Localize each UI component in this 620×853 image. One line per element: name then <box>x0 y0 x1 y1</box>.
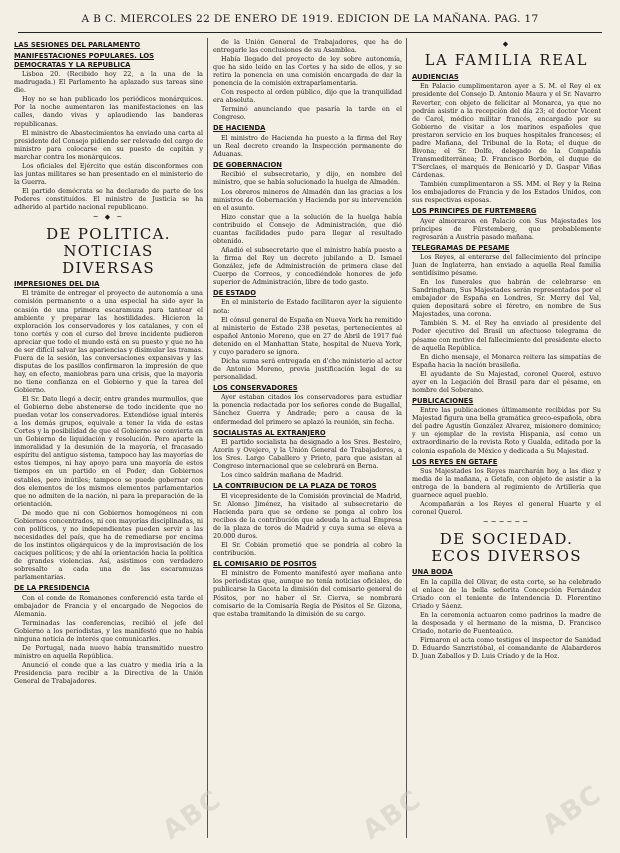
paragraph: Añadió el subsecretario que el ministro había puesto a la firma del Rey un decreto jubilando a D. Ismael González, jefe de Administración de primera clase del Cuerpo de Correos, y concediéndole honores de jefe superior de Administración, libre de todo gasto. <box>213 245 402 287</box>
paragraph: Los cinco saldrán mañana de Madrid. <box>221 471 344 480</box>
paragraph: En los funerales que habrán de celebrarse en Sandringham, Sus Majestades serán representados por el embajador de España en Londres, Sr. Merry del Val, quien depositará sobre el féretro, en nombre de Sus Majestades, una corona. <box>412 278 601 319</box>
paragraph: Terminó anunciando que pasaría la tarde en el Congreso. <box>213 105 402 122</box>
column-rule <box>207 38 208 838</box>
paragraph: El vicepresidente de la Comisión provincial de Madrid, Sr. Alonso Jiménez, ha visitado al subsecretario de Hacienda para que se ordene se ponga al cobro los recibos de la contribución que adeuda la actual Empresa de la plaza de toros de Madrid y cuya suma se eleva a 20.000 duros. <box>213 491 402 540</box>
paragraph: El trámite de entregar el proyecto de autonomía a una comisión permanente o a una especial ha sido ayer la ocasión de una primera escaramuza para tantear el ambiente y preparar las hostilidades. Hicieron la exploración los conservadores y los catalanes, y con el tono cortés y con el curso del breve incidente pudieron apreciar que todo el mundo está en su puesto y que no ha de ser difícil salvar las apariencias y disimular las tramas. Fuera de la sesión, las conversaciones expansivas y las disputas de los pasillos confirmaron la impresión de que hay, en efecto, maniobras para una crisis, que la mayoría no tiene confianza en el Gobierno y que la tarea del Gobierno. <box>14 289 203 394</box>
section-kicker: EL COMISARIO DE POSITOS <box>213 559 317 568</box>
column-3 <box>412 38 601 838</box>
paragraph: El cónsul general de España en Nueva York ha remitido al ministerio de Estado 238 pesetas, pertenecientes al español Antonio Moreno, que en 27 de Abril de 1917 fué detenido en el Manhattan State, hospital de Nueva York, y cuyo paradero se ignora. <box>213 315 402 356</box>
paragraph: El Sr. Dato llegó a decir, entre grandes murmullos, que el Gobierno debe abstenerse de todo incidente que no puedan votar los conservadores. Extendióse igual interés a los demás grupos, equivale a tener la vida de estas Cortes y la posibilidad de que el Gobierno se convierta en un Gobierno de liquidación y resolución. Pero aparte la inmoralidad y la desunión de la mayoría, el fracasado espíritu del antiguo sistema, tampoco hay las mayorías de estos tiempos, ni hay apoyo para una mayoría de estos tiempos en un partido en el Poder, dan Gobiernos estables, pero inútiles; tampoco se puede gobernar con dos elementos de los mismos elementos parlamentarios que no admiten de la nación, ni para la preparación de la orientación. <box>14 395 203 508</box>
paragraph: El partido socialista ha designado a los Sres. Besteiro, Azorín y Ovejero, y la Unión General de Trabajadores, a los Sres. Largo Caballero y Prieto, para que asistan al Congreso internacional que se celebrará en Berna. <box>213 437 402 471</box>
paragraph: De Portugal, nada nuevo había transmitido nuestro ministro en aquella República. <box>14 643 203 660</box>
section-kicker: DE HACIENDA <box>213 124 266 133</box>
paragraph: El ministro de Fomento manifestó ayer mañana ante los periodistas que, aunque no tenía noticias oficiales, de publicarse la Gaceta la dimisión del comisario general de Pósitos, por no haber el Sr. Cierva, se nombrará comisario de la Comisaría Regia de Pósitos el Sr. Gizona, que estaba tramitando la dimisión de su cargo. <box>213 569 402 618</box>
section-headline: LA FAMILIA REAL <box>424 53 589 69</box>
paragraph: Los Reyes, al enterarse del fallecimiento del príncipe Juan de Inglaterra, han enviado a aquella Real familia sentidísimo pésame. <box>412 253 601 278</box>
section-kicker: LOS REYES EN GETAFE <box>412 457 498 466</box>
column-1 <box>14 38 203 838</box>
ornament-divider: ◆ <box>502 40 511 48</box>
column-rule <box>406 38 407 838</box>
paragraph: Firmaron el acta como testigos el inspector de Sanidad D. Eduardo Sanzristóbal, el comandante de Alabarderos D. Juan Zaballos y D. Luis Criado y de la Hoz. <box>412 635 601 661</box>
paragraph: Recibió el subsecretario, y dijo, en nombre del ministro, que se había solucionado la huelga de Almadén. <box>213 170 402 187</box>
paragraph: Ayer almorzaron en Palacio con Sus Majestades los príncipes de Fürstemberg, que probablemente regresarán a Austria pasado mañana. <box>412 216 601 241</box>
section-kicker: DE ESTADO <box>213 289 256 298</box>
section-kicker: LOS CONSERVADORES <box>213 383 298 392</box>
paragraph: de la Unión General de Trabajadores, que ha de entregarle las conclusiones de su Asamblea. <box>213 38 402 55</box>
paragraph: Con el conde de Romanones conferenció esta tarde el embajador de Francia y el encargado de Negocios de Alemania. <box>14 593 203 618</box>
paragraph: De modo que ni con Gobiernos homogéneos ni con Gobiernos concentrados, ni con mayorías disciplinadas, ni con políticos, y no independientes pueden servir a las necesidades del país, que ha de remediarse por encima de los instintos oligárquicos y de la improvisación de los caciques políticos; y de ahí la orientación hacia la política de grandes violencias. Así, asistimos con verdadero sobresalto a cada una de las escaramuzas parlamentarias. <box>14 508 203 582</box>
paragraph: Sus Majestades los Reyes marcharán hoy, a las diez y media de la mañana, a Getafe, con objeto de asistir a la entrega de la bandera al regimiento de Artillería que guarnece aquel pueblo. <box>412 466 601 500</box>
paragraph: El ministro de Abastecimientos ha enviado una carta al presidente del Consejo pidiendo ser relevado del cargo de ministro para colocarse en su puesto de capitán y marchar contra los monárquicos. <box>14 128 203 161</box>
paragraph: Anunció el conde que a las cuatro y media iría a la Presidencia para recibir a la Directiva de la Unión General de Trabajadores. <box>14 660 203 685</box>
paragraph: En Palacio cumplimentaron ayer a S. M. el Rey el ex presidente del Consejo D. Antonio Maura y el Sr. Navarro Reverter, con objeto de felicitar al Monarca, ya que no podrán asistir a la recepción del día 23; el doctor Vicent de Carol, médico militar francés, encargado por su Gobierno de visitar a los marinos españoles que prestaron servicio en los buques hospitales franceses; el padre Mañana, del Tribunal de la Rota; el duque de Bivona; el Sr. Dolfe, delegado de la Compañía Transmediterránea; D. Francisco Borbón, el duque de T'Serclaes, el marqués de Benicarló y D. Gaspar Viñas Cárdenas. <box>412 82 601 179</box>
section-kicker: LAS SESIONES DEL PARLAMENTO <box>14 41 141 49</box>
paragraph: Los oficiales del Ejército que están disconformes con las juntas militares se han presentado en el ministerio de la Guerra. <box>14 161 203 186</box>
paragraph: Acompañarán a los Reyes el general Huarte y el coronel Querol. <box>412 500 601 517</box>
paragraph: El partido demócrata se ha declarado de parte de los Poderes constituídos. El ministro de Justicia se ha adherido al partido nacional republicano. <box>14 186 203 211</box>
paragraph: En la ceremonia actuaron como padrinos la madre de la desposada y el hermano de la misma, D. Francisco Criado, notario de Fuenteaúco. <box>412 610 601 635</box>
section-kicker: SOCIALISTAS AL EXTRANJERO <box>213 428 326 437</box>
paragraph: Dicha suma será entregada en d'cho ministerio al actor de Antonio Moreno, previa justificación legal de su personalidad. <box>213 356 402 381</box>
section-kicker: AUDIENCIAS <box>412 73 459 81</box>
section-kicker: TELEGRAMAS DE PESAME <box>412 243 510 252</box>
paragraph: El Sr. Cobián prometió que se pondría al cobro la contribución. <box>213 540 402 557</box>
ornament-divider: ~ ◆ ~ <box>92 213 125 222</box>
section-kicker: UNA BODA <box>412 568 453 577</box>
paragraph: Terminadas las conferencias, recibió el jefe del Gobierno a los periodistas, y les manifestó que no había ninguna noticia de interés que comunicarles. <box>14 618 203 643</box>
paragraph: Había llegado del proyecto de ley sobre autonomía, que ha sido leído en las Cortes y ha sido de ellos, y se retira la ponencia en una comisión encargada de dar la ponencia de la comisión extraparlamentaria. <box>213 55 402 88</box>
section-kicker: PUBLICACIONES <box>412 396 474 405</box>
running-head: A B C. MIERCOLES 22 DE ENERO DE 1919. EDICION DE LA MAÑANA. PAG. 17 <box>18 6 602 33</box>
section-kicker: LOS PRINCIPES DE FURTEMBERG <box>412 207 537 216</box>
paragraph: Entre las publicaciones últimamente recibidas por Su Majestad figura una bella gramática greco-española, obra del padre Agustín González Alvarez, misionero dominico; y un ejemplar de la revista Hispania, así como un extraordinario de la revista Roto y Gualda, editada por la colonia española de México y dedicada a Su Majestad. <box>412 406 601 455</box>
watermark-stamp: ABC <box>537 779 608 841</box>
paragraph: Hizo constar que a la solución de la huelga había contribuido el Consejo de Administración, que dió cuantas facilidades pudo para llegar al resultado obtenido. <box>213 212 402 245</box>
section-kicker: DE LA PRESIDENCIA <box>14 584 90 593</box>
paragraph: Lisboa 20. (Recibido hoy 22, a la una de la madrugada.) El Parlamento ha aplazado sus tareas sine die. <box>14 70 203 95</box>
section-kicker: LA CONTRIBUCION DE LA PLAZA DE TOROS <box>213 482 377 491</box>
paragraph: Hoy no se han publicado los periódicos monárquicos. Por la noche aumentaron las manifestaciones en las calles, dando vivas y aplaudiendo las banderas republicanas. <box>14 95 203 128</box>
paragraph: En dicho mensaje, el Monarca reitera las simpatías de España hacia la nación brasileña. <box>412 352 601 369</box>
paragraph: Ayer estaban citados los conservadores para estudiar la ponencia redactada por los señores conde de Bugallal, Sánchez Guerra y Andrade; pero a causa de la enfermedad del primero se aplazó la reunión, sin fecha. <box>213 393 402 426</box>
section-kicker: DE GOBERNACION <box>213 161 282 170</box>
paragraph: Con respecto al orden público, dijo que la tranquilidad era absoluta. <box>213 88 402 105</box>
column-2 <box>213 38 402 838</box>
ornament-divider: ~~~~~~ <box>482 518 531 527</box>
paragraph: El ayudante de Su Majestad, coronel Querol, estuvo ayer en la Legación del Brasil para dar el pésame, en nombre del Soberano. <box>412 369 601 394</box>
section-kicker: MANIFESTACIONES POPULARES. LOS DEMOCRATAS Y LA REPUBLICA <box>14 52 155 69</box>
paragraph: Los obreros mineros de Almadén dan las gracias a los ministros de Gobernación y Hacienda por su intervención en el asunto. <box>213 187 402 212</box>
section-kicker: IMPRESIONES DEL DIA <box>14 280 100 289</box>
paragraph: También S. M. el Rey ha enviado al presidente del Poder ejecutivo del Brasil un afectuoso telegrama de pésame con motivo del fallecimiento del presidente electo de aquella República. <box>412 319 601 352</box>
watermark-stamp: ABC <box>357 784 428 846</box>
section-headline: DE POLITICA. NOTICIAS DIVERSAS <box>46 225 171 278</box>
paragraph: En el ministerio de Estado facilitaron ayer la siguiente nota: <box>213 298 402 315</box>
paragraph: El ministro de Hacienda ha puesto a la firma del Rey un Real decreto creando la Inspección permanente de Aduanas. <box>213 133 402 158</box>
paragraph: También cumplimentaron a SS. MM. el Rey y la Reina los embajadores de Francia y de los Estados Unidos, con sus respectivas esposas. <box>412 179 601 205</box>
section-headline: DE SOCIEDAD. ECOS DIVERSOS <box>431 530 582 566</box>
watermark-stamp: ABC <box>157 784 228 846</box>
paragraph: En la capilla del Olivar, de esta corte, se ha celebrado el enlace de la bella señorita Concepción Fernández Criado con el teniente de Intendencia D. Florentino Criado y Sáenz. <box>412 577 601 610</box>
